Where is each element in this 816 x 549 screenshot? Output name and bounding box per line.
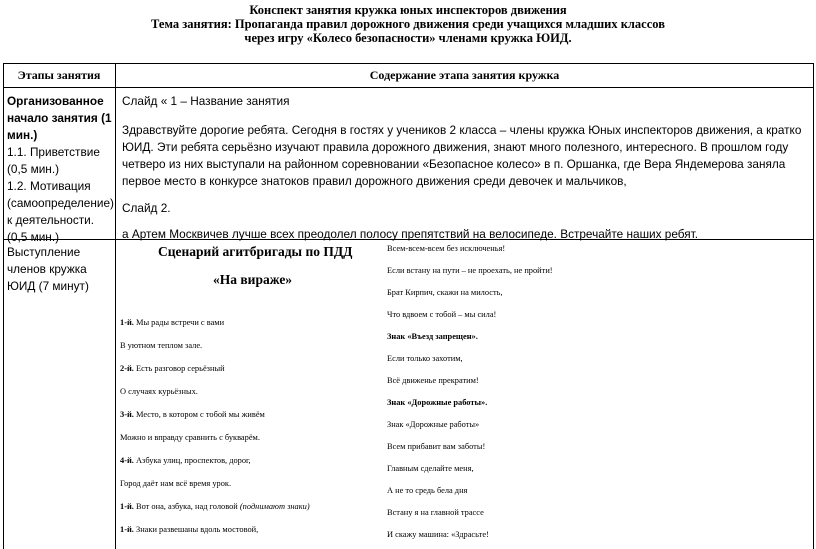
intro-paragraph: Здравствуйте дорогие ребята. Сегодня в гостях у учеников 2 класса – члены кружка Юных инспекторов движения, а кратко ЮИД. Эти ребята серьёзно изучают правила дорожного движения, знают много полезного, интересного. В прошлом году четверо из них выступали на районном соревновании «Безопасное колесо» в п. Оршанка, где Вера Яндемерова заняла первое место в конкурсе знатоков правил дорожного движения среди девочек и мальчиков,	[122, 123, 802, 188]
lesson-table	[3, 63, 814, 549]
slide-2-label: Слайд 2.	[122, 201, 171, 215]
scenario-line	[120, 387, 198, 397]
speaker-number: 1-й.	[120, 502, 134, 511]
stage-direction: (поднимают знаки)	[239, 502, 310, 511]
scenario-line: Знак «Дорожные работы»	[387, 420, 480, 429]
scenario-line: Всем прибавит вам заботы!	[387, 442, 486, 451]
scenario-line: А не то средь бела дня	[387, 486, 468, 495]
column-header-stages: Этапы занятия	[17, 68, 101, 82]
scenario-subtitle: «На вираже»	[213, 272, 293, 287]
speaker-number: 2-й.	[120, 364, 134, 373]
speaker-number: 1-й.	[120, 318, 134, 327]
line-text: В уютном теплом зале.	[120, 341, 203, 350]
line-text: Можно и вправду сравнить с букварём.	[120, 433, 260, 442]
scenario-line	[120, 525, 258, 535]
stage-item-motivation: 1.2. Мотивация (самоопределение) к деятельности. (0,5 мин.)	[7, 179, 114, 244]
intro-paragraph-2: а Артем Москвичев лучше всех преодолел полосу препятствий на велосипеде. Встречайте наших ребят.	[122, 227, 699, 241]
line-text: Есть разговор серьёзный	[133, 364, 225, 373]
scenario-line: Брат Кирпич, скажи на милость,	[387, 288, 503, 297]
scenario-line: Всё движенье прекратим!	[387, 376, 479, 385]
line-text: Вот она, азбука, над головой	[133, 502, 240, 511]
line-text: Мы рады встречи с вами	[133, 318, 225, 327]
scenario-line: Если встану на пути – не проехать, не пройти!	[387, 266, 553, 275]
scenario-line: Главным сделайте меня,	[387, 464, 474, 473]
table-border-top	[3, 63, 814, 64]
scenario-line	[120, 341, 202, 351]
scenario-line	[120, 318, 224, 328]
line-text: Азбука улиц, проспектов, дорог,	[133, 456, 251, 465]
stage-item-greeting: 1.1. Приветствие (0,5 мин.)	[7, 145, 100, 176]
scenario-line: Знак «Дорожные работы».	[387, 398, 488, 407]
line-text: Город даёт нам всё время урок.	[120, 479, 232, 488]
table-border-right	[813, 63, 814, 549]
scenario-line: Если только захотим,	[387, 354, 463, 363]
stage-heading: Организованное начало занятия (1 мин.)	[7, 94, 112, 142]
scenario-line	[120, 456, 251, 466]
column-header-content: Содержание этапа занятия кружка	[369, 68, 560, 82]
scenario-line	[120, 410, 265, 420]
scenario-line: Всем-всем-всем без исключенья!	[387, 244, 506, 253]
stage-cell-performance: Выступление членов кружка ЮИД (7 минут)	[7, 245, 89, 293]
stage-cell-organizational	[7, 93, 113, 246]
lesson-topic: Тема занятия: Пропаганда правил дорожного движения среди учащихся младших классов	[151, 17, 665, 31]
scenario-line	[120, 479, 231, 489]
speaker-number: 1-й.	[120, 525, 134, 534]
speaker-number: 4-й.	[120, 456, 134, 465]
scenario-line: Что вдвоем с тобой – мы сила!	[387, 310, 497, 319]
line-text: О случаях курьёзных.	[120, 387, 198, 396]
slide-1-label: Слайд « 1 – Название занятия	[122, 94, 290, 108]
lesson-topic-continued: через игру «Колесо безопасности» членами кружка ЮИД.	[244, 31, 572, 45]
scenario-line	[120, 433, 260, 443]
table-header-divider	[3, 87, 814, 88]
scenario-line	[120, 502, 310, 512]
scenario-line: Знак «Въезд запрещен».	[387, 332, 478, 341]
speaker-number: 3-й.	[120, 410, 134, 419]
scenario-line: И скажу машина: «Здрасьте!	[387, 530, 489, 539]
scenario-line	[120, 364, 225, 374]
line-text: Место, в котором с тобой мы живём	[133, 410, 265, 419]
scenario-line: Встану я на главной трассе	[387, 508, 484, 517]
scenario-title: Сценарий агитбригады по ПДД	[158, 244, 353, 259]
line-text: Знаки развешаны вдоль мостовой,	[133, 525, 259, 534]
document-title: Конспект занятия кружка юных инспекторов движения	[249, 3, 567, 17]
table-border-left	[3, 63, 4, 549]
content-cell-intro	[122, 93, 808, 243]
table-column-divider	[115, 63, 116, 549]
